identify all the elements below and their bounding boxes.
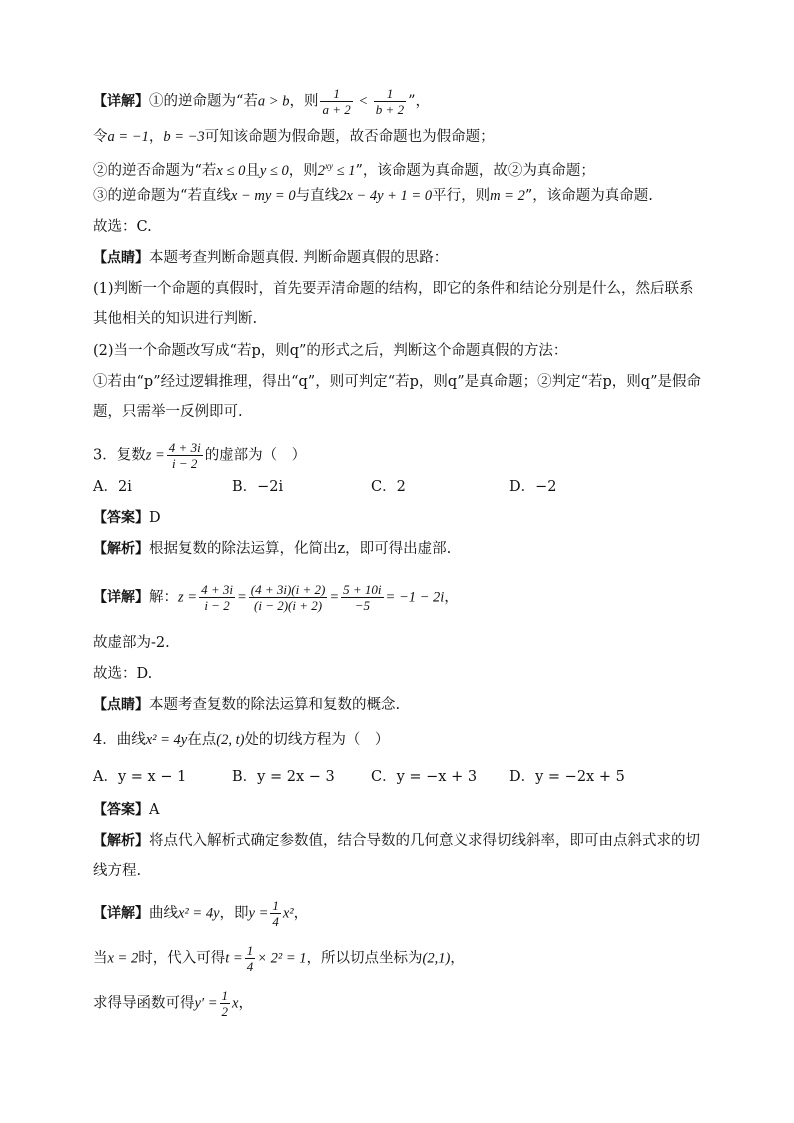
fraction xyxy=(167,440,203,471)
text: 在点 xyxy=(187,732,217,748)
text: ， xyxy=(148,129,164,145)
denominator: a + 2 xyxy=(322,102,351,117)
math: x xyxy=(232,995,239,1012)
fraction xyxy=(199,582,235,613)
fraction xyxy=(374,86,406,117)
math: y′ = xyxy=(194,995,218,1012)
math: z = xyxy=(145,447,165,464)
exponent: x xyxy=(324,161,329,171)
text: ，即 xyxy=(219,905,249,922)
text: ③的逆命题为“若直线 xyxy=(93,188,231,204)
text: 处的切线方程为（ ） xyxy=(244,732,390,748)
detail-line-3 xyxy=(93,156,595,181)
math: 2 xyxy=(317,162,325,179)
math: ≤ 1 xyxy=(332,162,356,179)
text: ，则 xyxy=(288,162,318,179)
math: m = 2 xyxy=(490,188,525,204)
fraction xyxy=(245,943,256,974)
numerator: 1 xyxy=(333,86,340,101)
detail-line-4 xyxy=(93,186,653,206)
detail-tag: 【详解】 xyxy=(93,93,149,110)
math: × 2² = 1 xyxy=(257,950,307,967)
numerator: 4 + 3i xyxy=(201,582,233,597)
question-number: 4．曲线 xyxy=(93,732,146,748)
text: 曲线 xyxy=(149,905,178,922)
q3-choice: 故选：D. xyxy=(93,666,153,682)
denominator: i − 2 xyxy=(199,597,235,613)
math: x² = 4y xyxy=(178,905,220,922)
math: x ≤ 0 xyxy=(216,162,246,179)
answer-value: D xyxy=(149,510,161,526)
text: 当 xyxy=(93,950,108,967)
text: 且 xyxy=(245,162,260,179)
detail-tag: 【详解】 xyxy=(93,589,149,606)
q4-answer xyxy=(93,800,159,820)
text: ， xyxy=(293,905,309,922)
text: 本题考查判断命题真假. 判断命题真假的思路： xyxy=(149,250,449,266)
math: a = −1 xyxy=(107,129,149,145)
comment-line xyxy=(93,248,448,268)
math: (2, t) xyxy=(216,732,245,748)
math: x − my = 0 xyxy=(230,188,296,204)
denominator: 2 xyxy=(221,1004,229,1019)
analysis-tag: 【解析】 xyxy=(93,541,149,557)
q4-detail xyxy=(93,898,308,929)
text: 求得导函数可得 xyxy=(93,995,195,1012)
denominator: 4 xyxy=(246,959,254,974)
denominator: i − 2 xyxy=(167,455,203,471)
comment-paragraph-2: (2)当一个命题改写成“若p，则q”的形式之后，判断这个命题真假的方法： xyxy=(93,343,568,359)
math: 2x − 4y + 1 = 0 xyxy=(339,188,433,204)
math: a > b xyxy=(257,93,290,110)
math: t = xyxy=(225,950,243,967)
text: 根据复数的除法运算，化简出z，即可得出虚部. xyxy=(149,541,452,557)
math: z = xyxy=(178,589,198,606)
numerator: 1 xyxy=(386,86,394,101)
math: (2,1) xyxy=(422,950,451,967)
numerator: 1 xyxy=(246,943,254,958)
text: ， xyxy=(238,995,253,1012)
detail-line-1 xyxy=(93,86,430,117)
q3-option-d: D．−2 xyxy=(509,479,557,495)
question-4 xyxy=(93,730,389,750)
detail-tag: 【详解】 xyxy=(93,905,149,922)
question-3 xyxy=(93,440,306,471)
fraction xyxy=(249,582,328,613)
comment-paragraph-1: (1)判断一个命题的真假时，首先要弄清命题的结构，即它的条件和结论分别是什么，然后联系其他相关的知识进行判断. xyxy=(93,281,694,327)
text: 可知该命题为假命题，故否命题也为假命题； xyxy=(204,129,495,145)
text: 令 xyxy=(93,129,108,145)
denominator: −5 xyxy=(341,597,383,613)
text: 平行，则 xyxy=(432,188,491,204)
q3-option-b: B．−2i xyxy=(232,479,284,495)
math: < xyxy=(354,93,372,110)
numerator: (4 + 3i)(i + 2) xyxy=(250,582,326,597)
q3-comment xyxy=(93,695,400,715)
q3-analysis xyxy=(93,539,451,559)
fraction xyxy=(270,898,281,929)
denominator: 4 xyxy=(272,914,279,929)
text: ，所以切点坐标为 xyxy=(306,950,423,967)
exponent: y xyxy=(328,161,333,171)
answer-tag: 【答案】 xyxy=(93,802,149,818)
detail-line-2 xyxy=(93,127,495,147)
text: ， xyxy=(450,950,465,967)
text: 将点代入解析式确定参数值，结合导数的几何意义求得切线斜率，即可由点斜式求的切线方程. xyxy=(93,833,700,879)
q4-analysis xyxy=(93,826,705,886)
comment-paragraph-3: ①若由“p”经过逻辑推理，得出“q”，则可判定“若p，则q”是真命题；②判定“若p，则q”是假命题，只需举一反例即可. xyxy=(93,374,701,420)
q4-option-d: D．y = −2x + 5 xyxy=(509,769,625,785)
q3-detail xyxy=(93,582,459,613)
text: ②的逆否命题为“若 xyxy=(93,162,217,179)
q3-option-c: C．2 xyxy=(371,479,406,495)
q3-conclusion: 故虚部为-2. xyxy=(93,635,170,651)
choice-line: 故选：C. xyxy=(93,219,152,235)
answer-value: A xyxy=(149,802,160,818)
q3-answer xyxy=(93,508,161,528)
text: ①的逆命题为“若 xyxy=(149,93,258,110)
math: x² = 4y xyxy=(145,732,188,748)
q4-detail-line-2 xyxy=(93,943,465,974)
text: 的虚部为（ ） xyxy=(204,447,307,464)
math: = −1 − 2i xyxy=(385,589,445,606)
math: = xyxy=(236,589,247,606)
numerator: 5 + 10i xyxy=(343,582,382,597)
math: y = xyxy=(248,905,269,922)
text: 与直线 xyxy=(295,188,340,204)
numerator: 1 xyxy=(272,898,279,913)
question-number: 3．复数 xyxy=(93,447,146,464)
numerator: 4 + 3i xyxy=(168,440,201,455)
fraction xyxy=(320,86,352,117)
text: ，则 xyxy=(289,93,319,110)
text: 本题考查复数的除法运算和复数的概念. xyxy=(149,697,401,713)
comment-tag: 【点睛】 xyxy=(93,250,149,266)
math: x = 2 xyxy=(107,950,139,967)
numerator: 1 xyxy=(221,988,229,1003)
text: ”， xyxy=(408,93,430,110)
denominator: (i − 2)(i + 2) xyxy=(249,597,328,613)
math: y ≤ 0 xyxy=(259,162,289,179)
denominator: b + 2 xyxy=(375,102,405,117)
q3-option-a: A．2i xyxy=(93,479,132,495)
math: x² xyxy=(282,905,294,922)
comment-tag: 【点睛】 xyxy=(93,697,149,713)
fraction xyxy=(341,582,383,613)
analysis-tag: 【解析】 xyxy=(93,833,149,849)
q4-option-b: B．y = 2x − 3 xyxy=(232,769,335,785)
text: 解： xyxy=(149,589,178,606)
q4-detail-line-3 xyxy=(93,988,253,1019)
text: 时，代入可得 xyxy=(138,950,226,967)
answer-tag: 【答案】 xyxy=(93,510,149,526)
text: ， xyxy=(444,589,459,606)
math: b = −3 xyxy=(163,129,205,145)
text: ”，该命题为真命题，故②为真命题； xyxy=(355,162,595,179)
math: = xyxy=(329,589,340,606)
q4-option-a: A．y = x − 1 xyxy=(93,769,187,785)
text: ”，该命题为真命题. xyxy=(524,188,653,204)
q4-option-c: C．y = −x + 3 xyxy=(371,769,478,785)
fraction xyxy=(220,988,231,1019)
